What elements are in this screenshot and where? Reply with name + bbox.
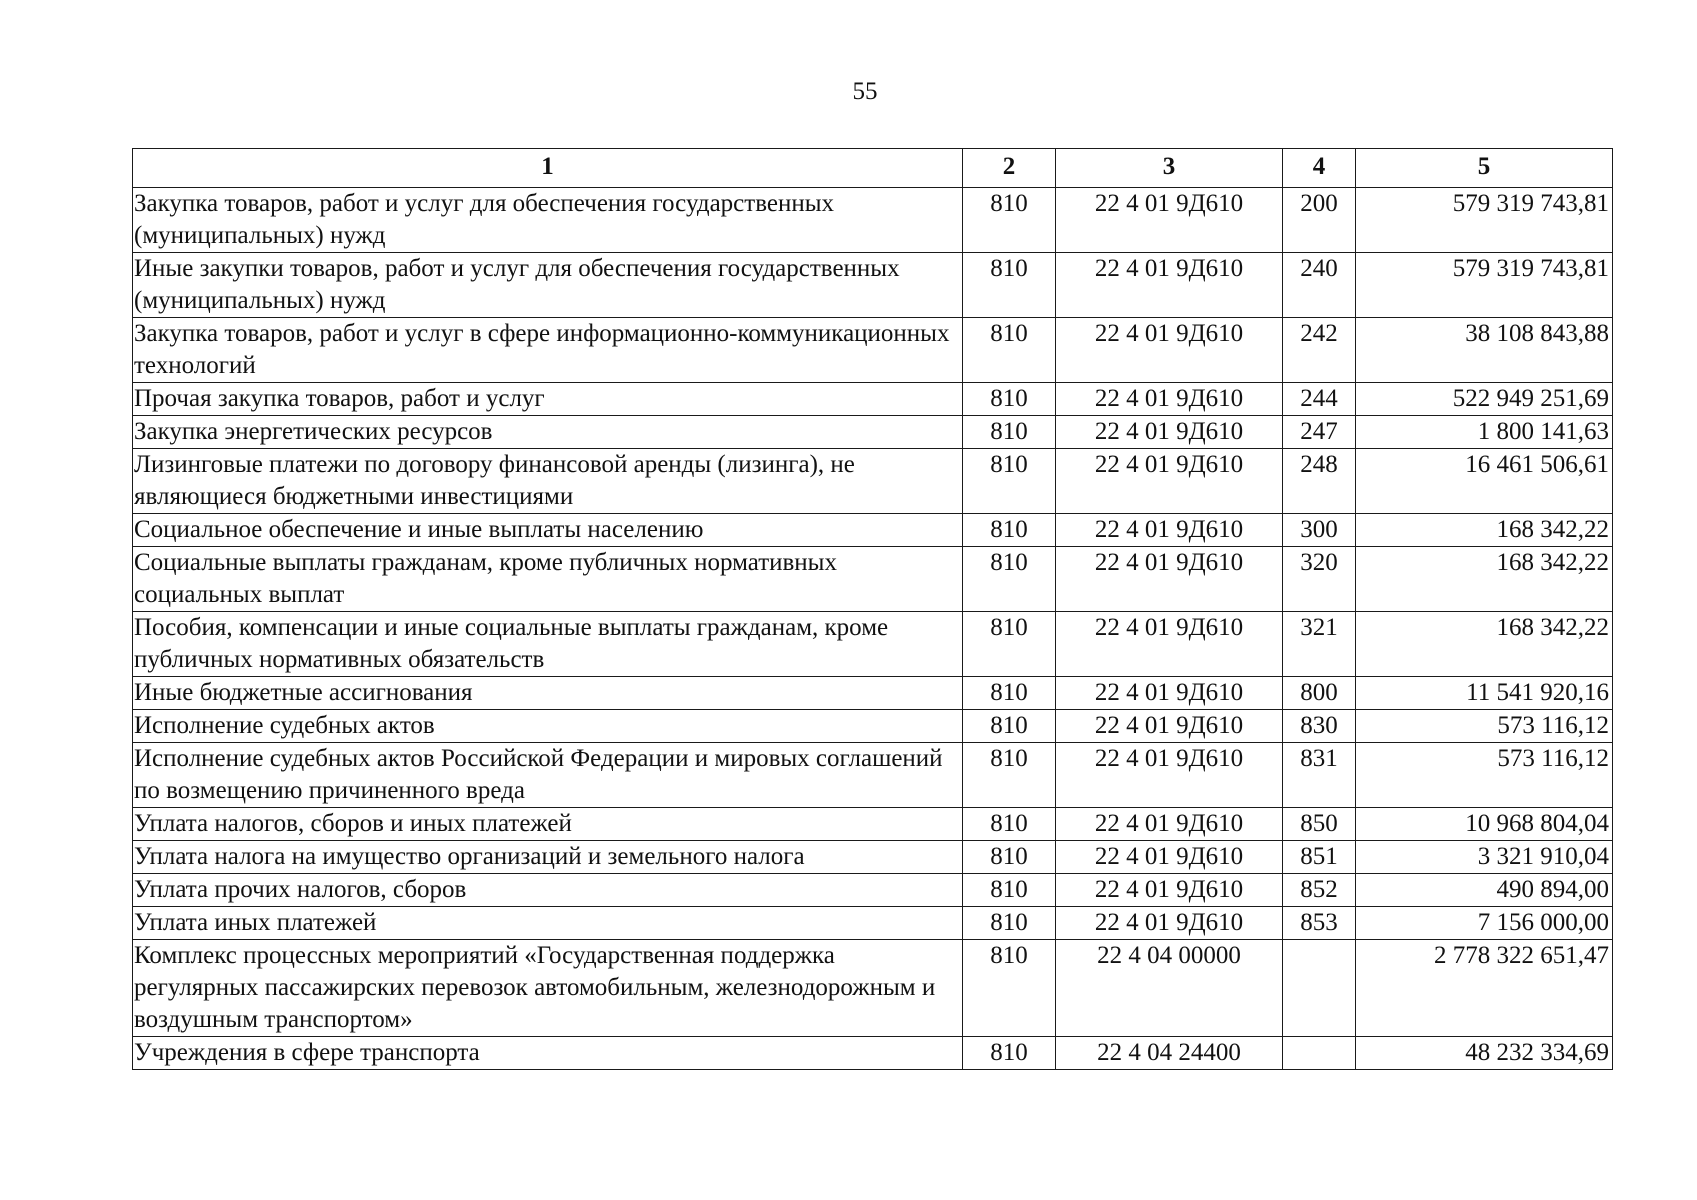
row-name-cell: Пособия, компенсации и иные социальные выплаты гражданам, кроме публичных нормативных обязательств	[133, 612, 963, 677]
row-csr-cell: 22 4 01 9Д610	[1056, 677, 1283, 710]
row-name-cell: Закупка энергетических ресурсов	[133, 416, 963, 449]
table-body	[133, 188, 1613, 1070]
row-csr-cell: 22 4 01 9Д610	[1056, 874, 1283, 907]
table-row	[133, 318, 1613, 383]
row-sum-cell: 573 116,12	[1356, 710, 1613, 743]
row-sum-cell: 2 778 322 651,47	[1356, 940, 1613, 1037]
row-vr-cell: 242	[1283, 318, 1356, 383]
table-row	[133, 874, 1613, 907]
row-ved-cell: 810	[963, 612, 1056, 677]
row-ved-cell: 810	[963, 808, 1056, 841]
row-csr-cell: 22 4 01 9Д610	[1056, 907, 1283, 940]
row-vr-cell: 248	[1283, 449, 1356, 514]
row-sum-cell: 522 949 251,69	[1356, 383, 1613, 416]
row-name-cell: Уплата прочих налогов, сборов	[133, 874, 963, 907]
row-sum-cell: 7 156 000,00	[1356, 907, 1613, 940]
table-row	[133, 383, 1613, 416]
row-csr-cell: 22 4 01 9Д610	[1056, 449, 1283, 514]
table-header	[133, 149, 1613, 188]
row-ved-cell: 810	[963, 710, 1056, 743]
row-ved-cell: 810	[963, 907, 1056, 940]
row-vr-cell: 244	[1283, 383, 1356, 416]
row-csr-cell: 22 4 04 24400	[1056, 1037, 1283, 1070]
row-vr-cell	[1283, 1037, 1356, 1070]
row-csr-cell: 22 4 04 00000	[1056, 940, 1283, 1037]
row-sum-cell: 1 800 141,63	[1356, 416, 1613, 449]
table-row	[133, 907, 1613, 940]
row-sum-cell: 11 541 920,16	[1356, 677, 1613, 710]
row-name-cell: Исполнение судебных актов	[133, 710, 963, 743]
row-sum-cell: 573 116,12	[1356, 743, 1613, 808]
row-name-cell: Уплата налога на имущество организаций и земельного налога	[133, 841, 963, 874]
row-name-cell: Учреждения в сфере транспорта	[133, 1037, 963, 1070]
row-csr-cell: 22 4 01 9Д610	[1056, 841, 1283, 874]
row-csr-cell: 22 4 01 9Д610	[1056, 514, 1283, 547]
table-row	[133, 188, 1613, 253]
table-row	[133, 514, 1613, 547]
column-header-5: 5	[1356, 149, 1613, 188]
row-ved-cell: 810	[963, 1037, 1056, 1070]
table-row	[133, 841, 1613, 874]
row-csr-cell: 22 4 01 9Д610	[1056, 808, 1283, 841]
table-row	[133, 547, 1613, 612]
row-vr-cell: 830	[1283, 710, 1356, 743]
row-sum-cell: 579 319 743,81	[1356, 253, 1613, 318]
row-vr-cell: 851	[1283, 841, 1356, 874]
row-csr-cell: 22 4 01 9Д610	[1056, 547, 1283, 612]
column-header-1: 1	[133, 149, 963, 188]
row-name-cell: Социальное обеспечение и иные выплаты населению	[133, 514, 963, 547]
row-name-cell: Социальные выплаты гражданам, кроме публичных нормативных социальных выплат	[133, 547, 963, 612]
row-vr-cell: 240	[1283, 253, 1356, 318]
table-row	[133, 612, 1613, 677]
table-row	[133, 808, 1613, 841]
row-csr-cell: 22 4 01 9Д610	[1056, 743, 1283, 808]
row-ved-cell: 810	[963, 449, 1056, 514]
row-vr-cell: 320	[1283, 547, 1356, 612]
row-ved-cell: 810	[963, 677, 1056, 710]
row-sum-cell: 38 108 843,88	[1356, 318, 1613, 383]
row-csr-cell: 22 4 01 9Д610	[1056, 612, 1283, 677]
row-csr-cell: 22 4 01 9Д610	[1056, 188, 1283, 253]
row-ved-cell: 810	[963, 940, 1056, 1037]
row-name-cell: Лизинговые платежи по договору финансовой аренды (лизинга), не являющиеся бюджетными инвестициями	[133, 449, 963, 514]
row-csr-cell: 22 4 01 9Д610	[1056, 253, 1283, 318]
row-sum-cell: 48 232 334,69	[1356, 1037, 1613, 1070]
row-sum-cell: 10 968 804,04	[1356, 808, 1613, 841]
table-row	[133, 449, 1613, 514]
table-row	[133, 940, 1613, 1037]
row-name-cell: Закупка товаров, работ и услуг в сфере информационно-коммуникационных технологий	[133, 318, 963, 383]
row-sum-cell: 579 319 743,81	[1356, 188, 1613, 253]
row-vr-cell: 853	[1283, 907, 1356, 940]
row-name-cell: Уплата налогов, сборов и иных платежей	[133, 808, 963, 841]
table-row	[133, 677, 1613, 710]
row-ved-cell: 810	[963, 188, 1056, 253]
row-ved-cell: 810	[963, 743, 1056, 808]
row-name-cell: Иные бюджетные ассигнования	[133, 677, 963, 710]
row-vr-cell: 300	[1283, 514, 1356, 547]
table-row	[133, 253, 1613, 318]
table-row	[133, 710, 1613, 743]
row-vr-cell: 850	[1283, 808, 1356, 841]
row-vr-cell: 321	[1283, 612, 1356, 677]
column-header-3: 3	[1056, 149, 1283, 188]
table-row	[133, 1037, 1613, 1070]
row-name-cell: Комплекс процессных мероприятий «Государственная поддержка регулярных пассажирских перевозок автомобильным, железнодорожным и воздушным транспортом»	[133, 940, 963, 1037]
row-sum-cell: 3 321 910,04	[1356, 841, 1613, 874]
table-row	[133, 743, 1613, 808]
row-sum-cell: 168 342,22	[1356, 547, 1613, 612]
row-sum-cell: 16 461 506,61	[1356, 449, 1613, 514]
row-vr-cell: 852	[1283, 874, 1356, 907]
budget-table	[132, 148, 1613, 1070]
header-row	[133, 149, 1613, 188]
row-ved-cell: 810	[963, 841, 1056, 874]
row-vr-cell	[1283, 940, 1356, 1037]
row-name-cell: Закупка товаров, работ и услуг для обеспечения государственных (муниципальных) нужд	[133, 188, 963, 253]
row-vr-cell: 800	[1283, 677, 1356, 710]
row-csr-cell: 22 4 01 9Д610	[1056, 318, 1283, 383]
row-sum-cell: 168 342,22	[1356, 514, 1613, 547]
page-number: 55	[852, 78, 878, 105]
row-ved-cell: 810	[963, 874, 1056, 907]
row-csr-cell: 22 4 01 9Д610	[1056, 383, 1283, 416]
table-row	[133, 416, 1613, 449]
row-sum-cell: 490 894,00	[1356, 874, 1613, 907]
row-name-cell: Уплата иных платежей	[133, 907, 963, 940]
row-ved-cell: 810	[963, 547, 1056, 612]
row-csr-cell: 22 4 01 9Д610	[1056, 416, 1283, 449]
row-ved-cell: 810	[963, 383, 1056, 416]
row-name-cell: Исполнение судебных актов Российской Федерации и мировых соглашений по возмещению причиненного вреда	[133, 743, 963, 808]
row-vr-cell: 247	[1283, 416, 1356, 449]
row-name-cell: Прочая закупка товаров, работ и услуг	[133, 383, 963, 416]
row-ved-cell: 810	[963, 318, 1056, 383]
row-sum-cell: 168 342,22	[1356, 612, 1613, 677]
row-vr-cell: 200	[1283, 188, 1356, 253]
row-vr-cell: 831	[1283, 743, 1356, 808]
row-ved-cell: 810	[963, 416, 1056, 449]
column-header-4: 4	[1283, 149, 1356, 188]
row-ved-cell: 810	[963, 253, 1056, 318]
column-header-2: 2	[963, 149, 1056, 188]
row-name-cell: Иные закупки товаров, работ и услуг для обеспечения государственных (муниципальных) нужд	[133, 253, 963, 318]
row-csr-cell: 22 4 01 9Д610	[1056, 710, 1283, 743]
row-ved-cell: 810	[963, 514, 1056, 547]
